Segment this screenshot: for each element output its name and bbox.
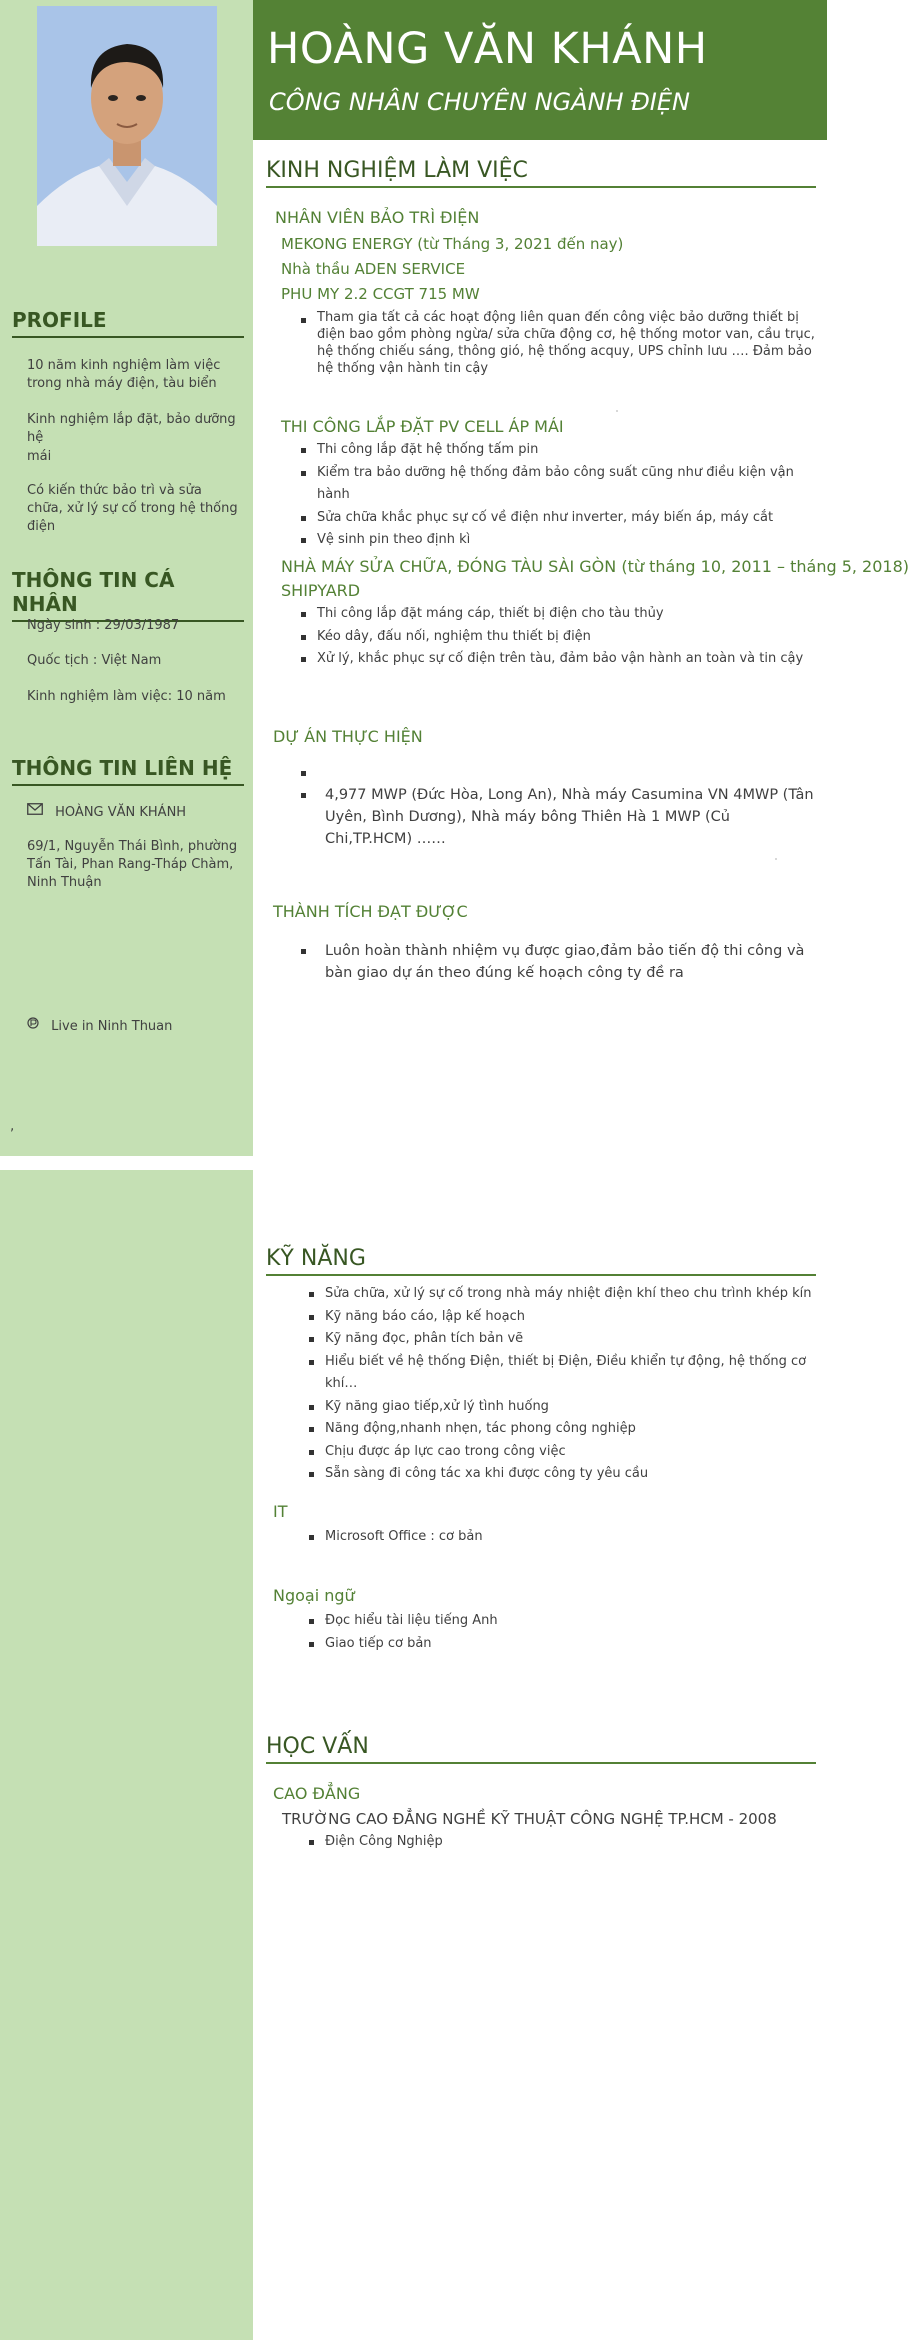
job1-contractor: Nhà thầu ADEN SERVICE <box>281 260 466 278</box>
projects-list <box>301 762 821 850</box>
education-level: CAO ĐẲNG <box>273 1784 361 1803</box>
list-item: Kỹ năng báo cáo, lập kế hoạch <box>309 1306 819 1329</box>
resume-page-2 <box>0 1170 827 2340</box>
contact-name: HOÀNG VĂN KHÁNH <box>55 804 187 820</box>
achievements-list <box>301 940 821 984</box>
sidebar <box>0 1170 253 2340</box>
header-banner <box>253 0 827 140</box>
list-item: Kéo dây, đấu nối, nghiệm thu thiết bị điện <box>301 626 821 649</box>
list-item: Thi công lắp đặt máng cáp, thiết bị điện cho tàu thủy <box>301 603 821 626</box>
list-item: Microsoft Office : cơ bản <box>309 1526 819 1549</box>
job3-title-line2: SHIPYARD <box>281 581 361 600</box>
list-item: Năng động,nhanh nhẹn, tác phong công nghiệp <box>309 1418 819 1441</box>
language-list <box>309 1610 819 1655</box>
job3-duties <box>301 603 821 671</box>
location-icon <box>27 1017 39 1035</box>
it-heading: IT <box>273 1502 288 1521</box>
list-item: Đọc hiểu tài liệu tiếng Anh <box>309 1610 819 1633</box>
job2-duties <box>301 439 821 552</box>
education-heading: HỌC VẤN <box>266 1734 816 1764</box>
job1-site: PHU MY 2.2 CCGT 715 MW <box>281 285 480 303</box>
nationality: Quốc tịch : Việt Nam <box>27 653 162 668</box>
stray-mark: ‚ <box>10 1119 15 1134</box>
contact-heading: THÔNG TIN LIÊN HỆ <box>12 756 244 786</box>
list-item: Chịu được áp lực cao trong công việc <box>309 1441 819 1464</box>
list-item: Vệ sinh pin theo định kì <box>301 529 821 552</box>
list-item: Sửa chữa, xử lý sự cố trong nhà máy nhiệt điện khí theo chu trình khép kín <box>309 1283 819 1306</box>
list-item: Luôn hoàn thành nhiệm vụ được giao,đảm bảo tiến độ thi công và bàn giao dự án theo đúng kế hoạch công ty đề ra <box>301 940 821 984</box>
experience-heading: KINH NGHIỆM LÀM VIỆC <box>266 158 816 188</box>
job1-duties <box>301 309 818 381</box>
it-list <box>309 1526 819 1549</box>
list-item: Sửa chữa khắc phục sự cố về điện như inverter, máy biến áp, máy cắt <box>301 507 821 530</box>
list-item: Thi công lắp đặt hệ thống tấm pin <box>301 439 821 462</box>
job3-title: NHÀ MÁY SỬA CHỮA, ĐÓNG TÀU SÀI GÒN (từ tháng 10, 2011 – tháng 5, 2018) <box>281 557 909 576</box>
job1-company: MEKONG ENERGY (từ Tháng 3, 2021 đến nay) <box>281 235 624 253</box>
education-school: TRƯỜNG CAO ĐẲNG NGHỀ KỸ THUẬT CÔNG NGHỆ TP.HCM - 2008 <box>282 1810 777 1828</box>
list-item: Kỹ năng giao tiếp,xử lý tình huống <box>309 1396 819 1419</box>
list-item: Hiểu biết về hệ thống Điện, thiết bị Điện, Điều khiển tự động, hệ thống cơ khí… <box>309 1351 819 1396</box>
job2-title: THI CÔNG LẮP ĐẶT PV CELL ÁP MÁI <box>281 417 564 436</box>
list-item <box>301 762 821 784</box>
contact-name-row <box>27 803 239 822</box>
candidate-name: HOÀNG VĂN KHÁNH <box>267 24 708 74</box>
job-title: CÔNG NHÂN CHUYÊN NGÀNH ĐIỆN <box>269 88 690 116</box>
skills-heading: KỸ NĂNG <box>266 1246 816 1276</box>
list-item: Tham gia tất cả các hoạt động liên quan đến công việc bảo dưỡng thiết bị điện bao gồm phòng ngừa/ sửa chữa động cơ, hệ thống motor van, cầu trục, hệ thống chiếu sáng, thông gió, hệ thống acquy, UPS chỉnh lưu …. Đảm bảo hệ thống vận hành tin cậy <box>301 309 818 377</box>
list-item: Điện Công Nghiệp <box>309 1831 819 1854</box>
list-item: 4,977 MWP (Đức Hòa, Long An), Nhà máy Casumina VN 4MWP (Tân Uyên, Bình Dương), Nhà máy bông Thiên Hà 1 MWP (Củ Chi,TP.HCM) …… <box>301 784 821 850</box>
list-item: Kiểm tra bảo dưỡng hệ thống đảm bảo công suất cũng như điều kiện vận hành <box>301 462 821 507</box>
list-item: Giao tiếp cơ bản <box>309 1633 819 1656</box>
profile-item: mái <box>27 449 52 464</box>
resume-page-1 <box>0 0 909 1156</box>
birth-date: Ngày sinh : 29/03/1987 <box>27 618 180 633</box>
list-item: Xử lý, khắc phục sự cố điện trên tàu, đảm bảo vận hành an toàn và tin cậy <box>301 648 821 671</box>
profile-item: Có kiến thức bảo trì và sửa chữa, xử lý sự cố trong hệ thống điện <box>27 483 238 534</box>
contact-address: 69/1, Nguyễn Thái Bình, phường Tấn Tài, Phan Rang-Tháp Chàm, Ninh Thuận <box>27 839 238 890</box>
language-heading: Ngoại ngữ <box>273 1586 355 1605</box>
profile-item: Kinh nghiệm lắp đặt, bảo dưỡng hệ <box>27 412 236 445</box>
portrait-photo <box>37 6 217 246</box>
contact-location: Live in Ninh Thuan <box>51 1018 173 1034</box>
personal-info-heading: THÔNG TIN CÁ NHÂN <box>12 568 244 622</box>
skills-list <box>309 1283 819 1486</box>
achievements-heading: THÀNH TÍCH ĐẠT ĐƯỢC <box>273 902 468 921</box>
contact-location-row <box>27 1017 239 1036</box>
experience-years: Kinh nghiệm làm việc: 10 năm <box>27 689 226 704</box>
list-item: Sẵn sàng đi công tác xa khi được công ty yêu cầu <box>309 1463 819 1486</box>
profile-heading: PROFILE <box>12 308 244 338</box>
envelope-icon <box>27 803 43 821</box>
projects-heading: DỰ ÁN THỰC HIỆN <box>273 727 423 746</box>
profile-item: 10 năm kinh nghiệm làm việc trong nhà máy điện, tàu biển <box>27 358 221 391</box>
job1-title: NHÂN VIÊN BẢO TRÌ ĐIỆN <box>275 208 480 227</box>
list-item: Kỹ năng đọc, phân tích bản vẽ <box>309 1328 819 1351</box>
education-list <box>309 1831 819 1854</box>
page-gap <box>0 1156 827 1170</box>
